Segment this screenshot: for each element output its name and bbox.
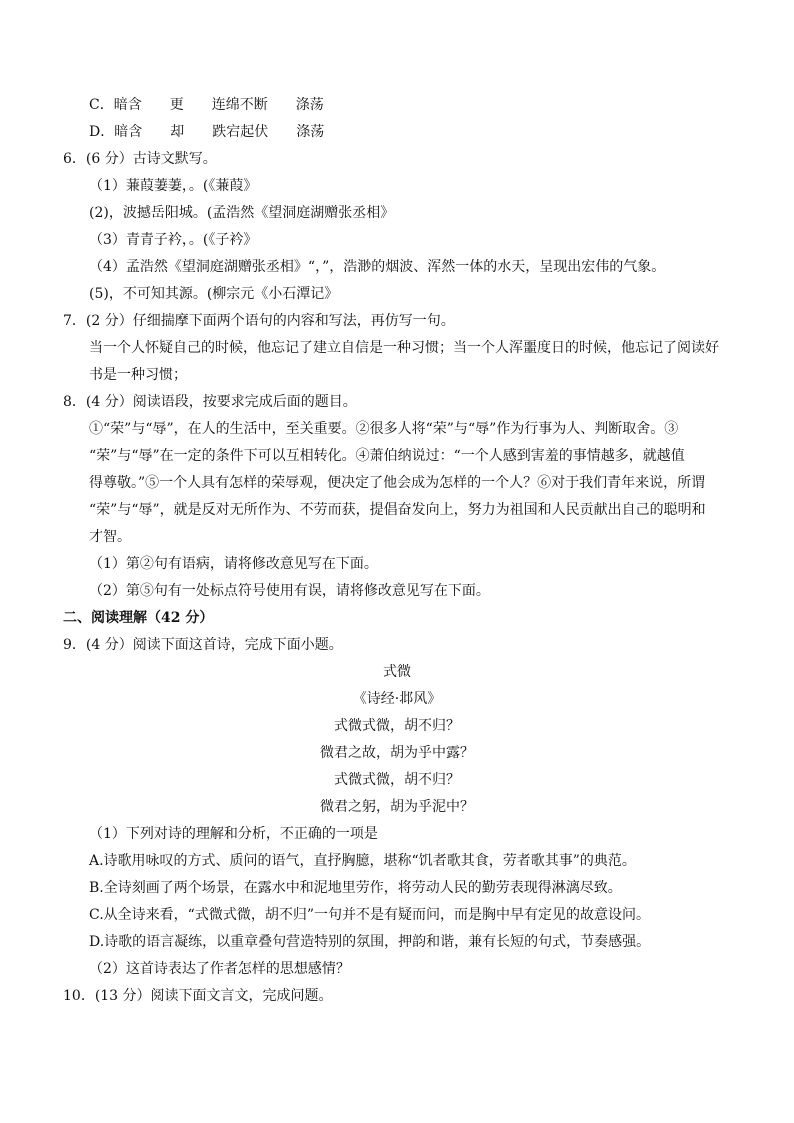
poem-line-3: 式微式微，胡不归？: [334, 772, 460, 788]
q8-sub-1: （1）第②句有语病，请将修改意见写在下面。: [89, 556, 378, 572]
poem-line-4: 微君之躬，胡为乎泥中？: [320, 799, 474, 815]
q7-line-2: 书是一种习惯；: [89, 367, 187, 383]
option-c-text-4: 涤荡: [295, 97, 324, 113]
q9-choice-d: D.诗歌的语言凝练，以重章叠句营造特别的氛围，押韵和谐，兼有长短的句式，节奏感强。: [89, 934, 651, 950]
option-d-text-3: 跌宕起伏: [212, 124, 269, 140]
section-heading: 二、阅读理解（42 分）: [63, 610, 214, 626]
q8-sub-2: （2）第⑤句有一处标点符号使用有误，请将修改意见写在下面。: [89, 583, 490, 599]
poem-line-1: 式微式微，胡不归？: [334, 718, 460, 734]
q7-stem: 7．(2 分）仔细揣摩下面两个语句的内容和写法，再仿写一句。: [63, 313, 455, 329]
option-d: [89, 122, 324, 142]
option-c-text-3: 连绵不断: [211, 97, 268, 113]
option-d-text-2: 却: [170, 124, 185, 140]
q9-sub-1: （1）下列对诗的理解和分析，不正确的一项是: [89, 826, 378, 842]
q6-item-2: (2)，波撼岳阳城。(孟浩然《望洞庭湖赠张丞相》: [89, 205, 395, 221]
q9-choice-c: C.从全诗来看，“式微式微，胡不归”一句并不是有疑而问，而是胸中早有定见的故意设问。: [89, 907, 650, 923]
q8-line-3: 得尊敬。”⑤一个人具有怎样的荣辱观，便决定了他会成为怎样的一个人？⑥对于我们青年来说，所谓: [89, 475, 706, 491]
q9-stem: 9．(4 分）阅读下面这首诗，完成下面小题。: [63, 637, 343, 653]
q6-item-3: （3）青青子衿，。(《子衿》: [89, 232, 258, 248]
q8-line-5: 才智。: [89, 529, 131, 545]
q9-sub-2: （2）这首诗表达了作者怎样的思想感情？: [89, 961, 350, 977]
q7-line-1: 当一个人怀疑自己的时候，他忘记了建立自信是一种习惯；当一个人浑噩度日的时候，他忘记了阅读好: [89, 340, 719, 356]
q6-item-4: （4）孟浩然《望洞庭湖赠张丞相》“，”，浩渺的烟波、浑然一体的水天，呈现出宏伟的气象。: [89, 259, 666, 275]
option-c-text-1: C．暗含: [89, 97, 142, 113]
q8-line-1: ①“荣”与“辱”，在人的生活中，至关重要。②很多人将“荣”与“辱”作为行事为人、判断取舍。③: [89, 421, 679, 437]
option-d-text-4: 涤荡: [296, 124, 325, 140]
q6-item-1: （1）蒹葭萋萋，。(《蒹葭》: [89, 178, 258, 194]
option-c: [89, 95, 324, 115]
q8-line-2: “荣”与“辱”在一定的条件下可以互相转化。④萧伯纳说过：“一个人感到害羞的事情越多，就越值: [89, 448, 685, 464]
q6-stem: 6．(6 分）古诗文默写。: [63, 151, 217, 167]
poem-title: 式微: [383, 664, 411, 680]
q8-line-4: “荣”与“辱”，就是反对无所作为、不劳而获，提倡奋发向上，努力为祖国和人民贡献出自己的聪明和: [89, 502, 706, 518]
option-d-text-1: D．暗含: [89, 124, 143, 140]
poem-line-2: 微君之故，胡为乎中露？: [320, 745, 474, 761]
q10-stem: 10．(13 分）阅读下面文言文，完成问题。: [63, 988, 333, 1004]
q8-stem: 8．(4 分）阅读语段，按要求完成后面的题目。: [63, 394, 357, 410]
q6-item-5: (5)，不可知其源。(柳宗元《小石潭记》: [89, 286, 339, 302]
q9-choice-a: A.诗歌用咏叹的方式、质问的语气，直抒胸臆，堪称“饥者歌其食，劳者歌其事”的典范。: [89, 853, 636, 869]
q9-choice-b: B.全诗刻画了两个场景，在露水中和泥地里劳作，将劳动人民的勤劳表现得淋漓尽致。: [89, 880, 622, 896]
option-c-text-2: 更: [169, 97, 184, 113]
poem-source: 《诗经·邶风》: [352, 691, 442, 707]
